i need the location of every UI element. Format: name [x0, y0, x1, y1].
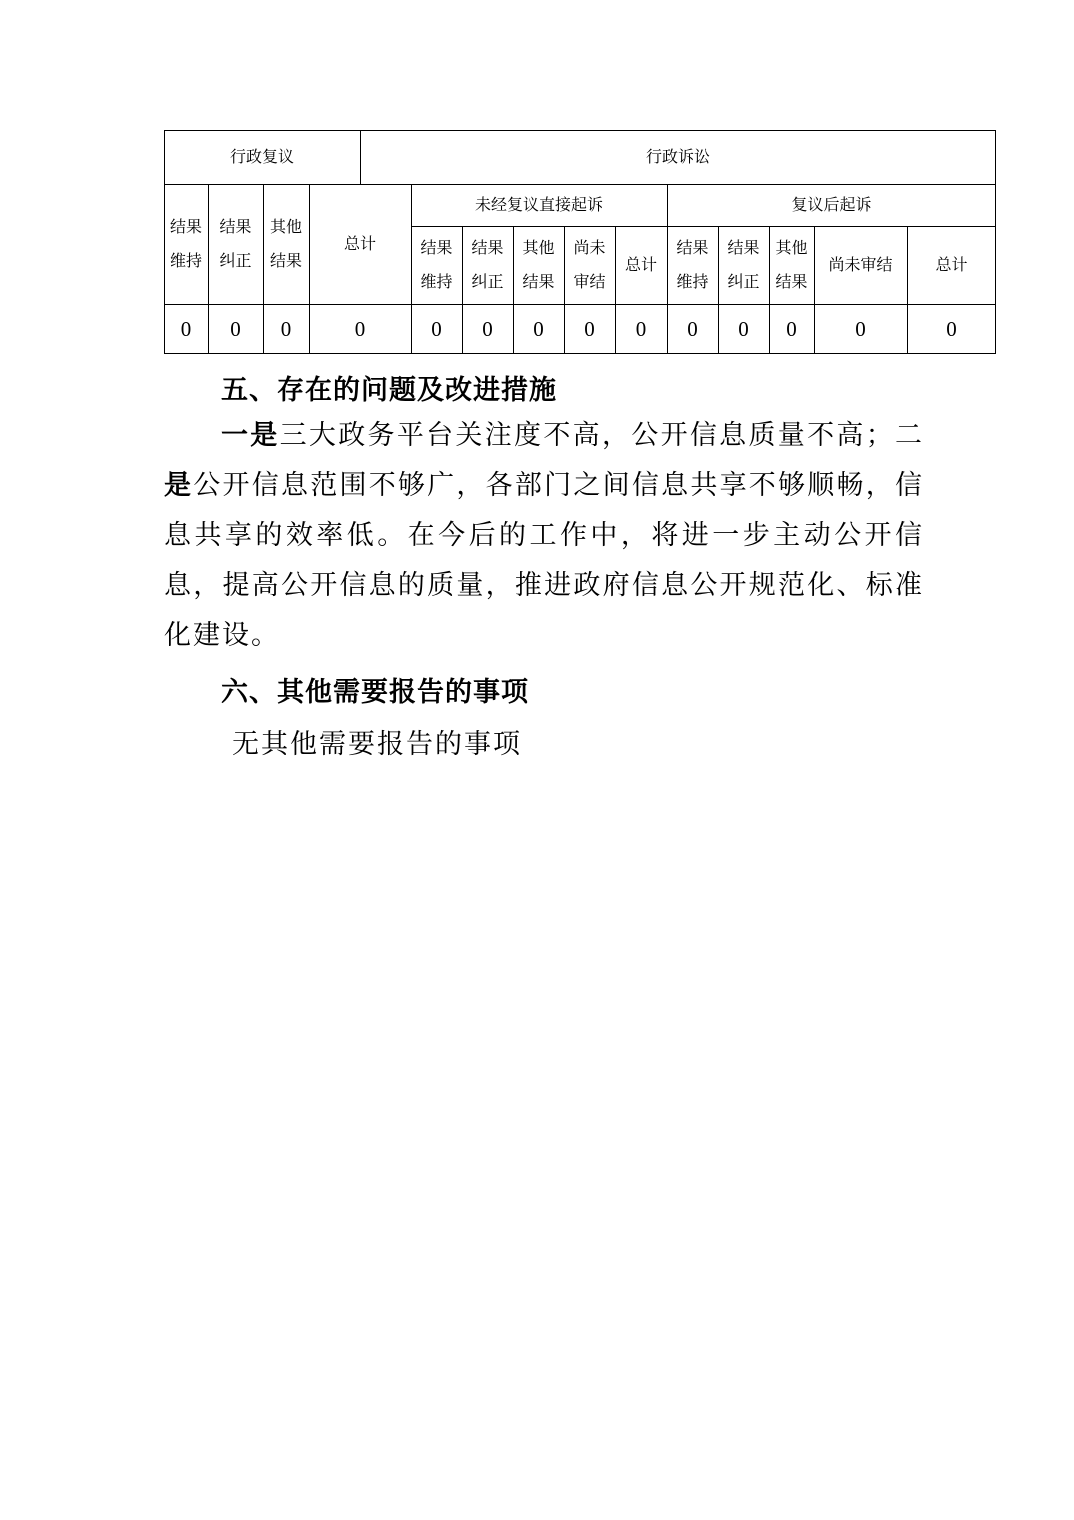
after-review-result-corrected-header: 结果 纠正 [727, 238, 760, 291]
first-point-text: 三大政务平台关注度不高，公开信息质量不高；二 [279, 420, 924, 451]
table-value-cell: 0 [786, 317, 797, 341]
table-value-cell: 0 [180, 317, 192, 341]
direct-pending-header: 尚未 审结 [573, 238, 606, 291]
second-point-lead: 是 [164, 470, 194, 501]
direct-result-maintained-header: 结果 维持 [420, 238, 453, 291]
after-review-result-maintained-header: 结果 维持 [676, 238, 709, 291]
after-review-total-header: 总计 [935, 255, 968, 274]
table-value-cell: 0 [280, 317, 292, 341]
review-total-header: 总计 [343, 234, 376, 253]
table-value-cell: 0 [635, 317, 647, 341]
review-result-maintained-header: 结果 维持 [169, 217, 202, 270]
direct-litigation-header: 未经复议直接起诉 [474, 195, 603, 214]
appeal-litigation-table [164, 130, 996, 354]
table-value-cell: 0 [533, 317, 544, 341]
table-value-cell: 0 [230, 317, 241, 341]
table-value-cell: 0 [855, 317, 866, 341]
review-other-results-header: 其他 结果 [269, 217, 302, 270]
direct-total-header: 总计 [624, 255, 657, 274]
direct-result-corrected-header: 结果 纠正 [471, 238, 504, 291]
section5-heading: 五、存在的问题及改进措施 [221, 375, 557, 406]
table-value-cell: 0 [738, 317, 749, 341]
after-review-pending-header: 尚未审结 [828, 255, 893, 274]
section6-body: 无其他需要报告的事项 [232, 729, 522, 760]
table-value-cell: 0 [584, 317, 595, 341]
after-review-other-results-header: 其他 结果 [775, 238, 808, 291]
section6-heading: 六、其他需要报告的事项 [221, 677, 529, 708]
table-value-cell: 0 [354, 317, 366, 341]
direct-other-results-header: 其他 结果 [522, 238, 555, 291]
table-value-cell: 0 [482, 317, 493, 341]
first-point-lead: 一是 [221, 420, 280, 451]
review-result-corrected-header: 结果 纠正 [219, 217, 252, 270]
section5-paragraph [164, 411, 924, 661]
table-value-cell: 0 [687, 317, 698, 341]
litigation-header: 行政诉讼 [645, 147, 710, 166]
second-point-text: 公开信息范围不够广，各部门之间信息共享不够顺畅，信息共享的效率低。在今后的工作中，将进一步主动公开信息，提高公开信息的质量，推进政府信息公开规范化、标准化建设。 [164, 470, 925, 651]
table-value-cell: 0 [431, 317, 442, 341]
table-value-cell: 0 [946, 317, 957, 341]
after-review-litigation-header: 复议后起诉 [791, 195, 872, 214]
review-header: 行政复议 [229, 147, 294, 166]
